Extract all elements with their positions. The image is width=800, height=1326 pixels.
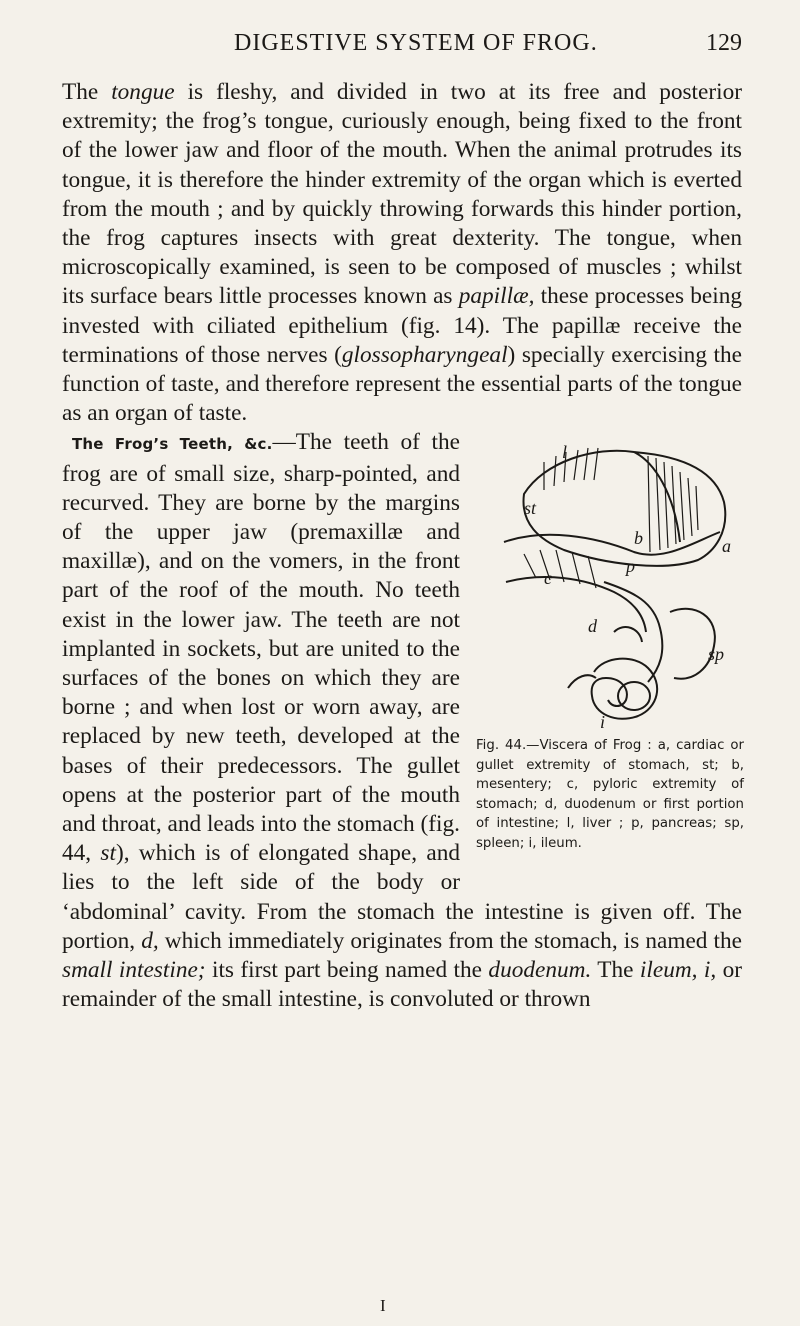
term-duodenum: duodenum. — [488, 957, 592, 984]
text-run: ), which is of elongated shape, and lies to the left side of the body or ‘abdominal’ cavity. From the stomach the intestine is given off. The portion, — [62, 840, 742, 954]
figure-caption: Fig. 44.—Viscera of Frog : a, cardiac or gullet extremity of stomach, st; b, mesentery; c, pyloric extremity of stomach; d, duodenum or first portion of intestine; l, liver ; p, pancreas; sp, spleen; i, ileum. — [476, 738, 744, 851]
term-small-intestine: small intestine; — [62, 957, 206, 984]
text-run: these processes being invested with ciliated epithelium (fig. 14). The papillæ receive the terminations of those nerves ( — [62, 283, 742, 368]
mesentery-line — [614, 627, 642, 642]
text-run: its first part being named the — [205, 957, 489, 984]
text-run: which immediately originates from the stomach, is named the — [158, 927, 743, 954]
text-run: The — [62, 79, 112, 105]
signature-mark: I — [380, 1296, 386, 1315]
duodenum-loop — [604, 582, 662, 682]
term-papillae: papillæ, — [458, 283, 535, 310]
label-c: c — [544, 568, 552, 589]
label-p: p — [626, 556, 635, 577]
term-ileum: ileum, — [639, 957, 698, 984]
label-b: b — [634, 528, 643, 549]
chapter-title: DIGESTIVE SYSTEM OF FROG. — [234, 30, 598, 56]
ref-st: st — [100, 840, 116, 867]
stomach-lower-edge — [506, 577, 646, 632]
label-l: l — [562, 442, 568, 463]
label-d: d — [588, 616, 597, 637]
figure-44 — [474, 432, 742, 872]
term-tongue: tongue — [111, 79, 175, 105]
paragraph-tongue — [62, 78, 742, 428]
body-text — [62, 78, 742, 1015]
section-heading: The Frog’s Teeth, &c. — [72, 435, 273, 454]
spleen-shape — [618, 682, 650, 710]
text-run: The — [591, 957, 640, 984]
label-a: a — [722, 536, 731, 557]
viscera-illustration — [484, 432, 740, 732]
ref-i: i, — [703, 957, 717, 984]
text-run: is fleshy, and divided in two at its free and posterior extremity; the frog’s tongue, curiously enough, being fixed to the front of the lower jaw and floor of the mouth. When the animal protrudes its tongue, it is therefore the hinder extremity of the organ which is everted from the mouth ; and by quickly throwing forwards this hinder portion, the frog captures insects with great dexterity. The tongue, when microscopically examined, is seen to be composed of muscles ; whilst its surface bears little processes known as — [62, 79, 743, 310]
label-sp: sp — [708, 644, 725, 665]
running-header — [62, 26, 742, 56]
label-i: i — [600, 712, 606, 733]
text-run: ) specially exercising the function of taste, and therefore represent the essential parts of the tongue as an organ of taste. — [62, 341, 742, 427]
label-st: st — [524, 498, 537, 519]
text-run: or remainder of the small intestine, is convoluted or thrown — [62, 957, 743, 1013]
term-glossopharyngeal: glossopharyngeal — [341, 341, 508, 368]
stomach-upper-edge — [504, 532, 720, 555]
text-run: —The teeth of the frog are of small size, sharp-pointed, and recurved. They are borne by the margins of the upper jaw (premaxillæ and maxillæ), and on the vomers, in the front part of the roof of the mouth. No teeth exist in the lower jaw. The teeth are not implanted in sockets, but are united to the surfaces of the bones on which they are borne ; and when lost or worn away, are replaced by new teeth, developed at the bases of their predecessors. The gullet opens at the posterior part of the mouth and throat, and leads into the stomach (fig. 44, — [62, 429, 460, 867]
ref-d: d, — [141, 927, 159, 954]
page-number: 129 — [706, 30, 742, 56]
